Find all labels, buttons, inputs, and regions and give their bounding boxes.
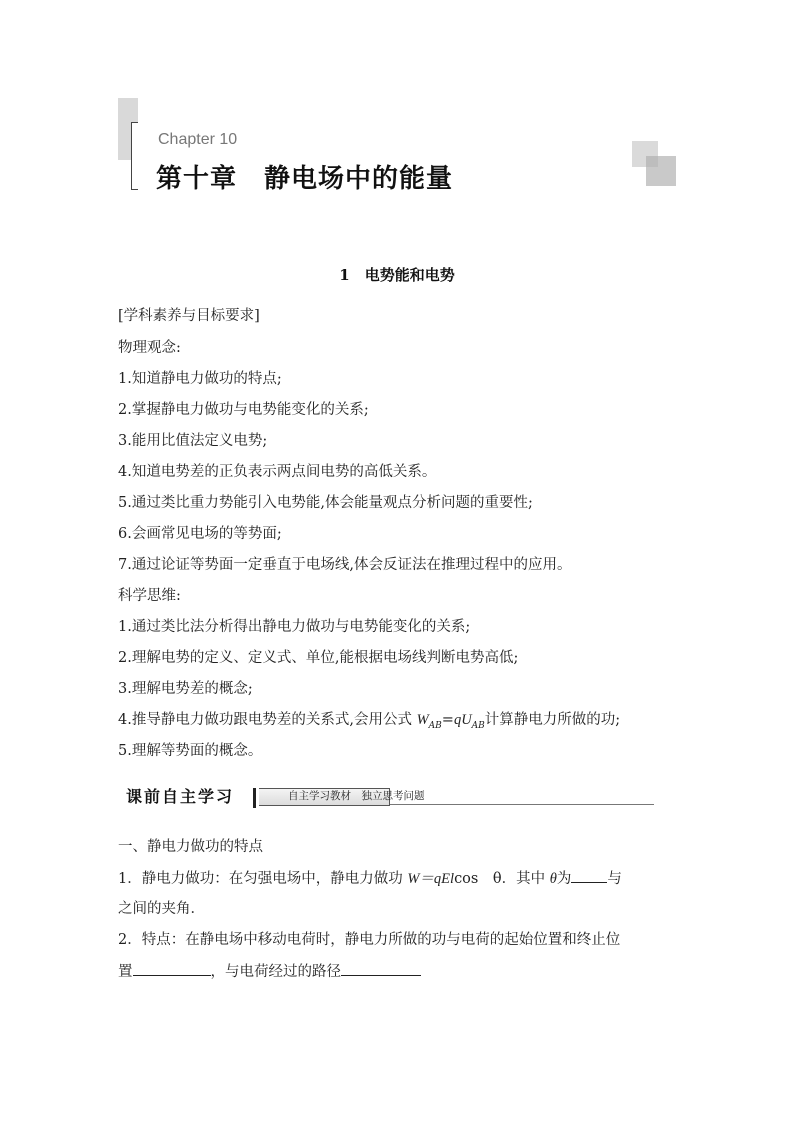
answer-blank[interactable] <box>133 961 211 976</box>
list-item: 3.能用比值法定义电势; <box>118 433 268 449</box>
paragraph-text: 为 <box>556 871 572 887</box>
formula-symbol: qU <box>453 712 472 728</box>
list-item: 1.知道静电力做功的特点; <box>118 371 282 387</box>
thinking-heading: 科学思维: <box>118 588 181 604</box>
formula-subscript: AB <box>471 720 485 731</box>
decoration-square <box>646 156 658 167</box>
formula-symbol: θ <box>549 871 557 887</box>
formula: W＝qEl <box>407 871 455 887</box>
list-item: 4.知道电势差的正负表示两点间电势的高低关系。 <box>118 464 437 480</box>
chapter-title: 第十章 静电场中的能量 <box>156 164 454 194</box>
paragraph-text: ．其中 <box>501 871 550 887</box>
paragraph-line: 2．特点：在静电场中移动电荷时，静电力所做的功与电荷的起始位置和终止位 <box>118 932 621 948</box>
banner-divider <box>253 788 256 808</box>
formula-operator: = <box>441 712 454 728</box>
paragraph-text: 与 <box>607 871 622 887</box>
paragraph-text: 1．静电力做功：在匀强电场中，静电力做功 <box>118 871 408 887</box>
banner-label: 课前自主学习 <box>118 785 240 809</box>
list-item: 2.理解电势的定义、定义式、单位,能根据电场线判断电势高低; <box>118 650 519 666</box>
list-item: 1.通过类比法分析得出静电力做功与电势能变化的关系; <box>118 619 471 635</box>
paragraph-line: 之间的夹角． <box>118 901 205 917</box>
chapter-number-english: Chapter 10 <box>158 131 238 148</box>
banner-subtitle: 自主学习教材 独立思考问题 <box>288 790 425 802</box>
list-item: 5.通过类比重力势能引入电势能,体会能量观点分析问题的重要性; <box>118 495 533 511</box>
answer-blank[interactable] <box>571 868 607 883</box>
list-item <box>118 710 620 736</box>
paragraph-line <box>118 961 421 982</box>
section-banner <box>118 785 654 809</box>
formula-subscript: AB <box>428 720 442 731</box>
paragraph-text: 置 <box>118 964 133 980</box>
paragraph-text: ，与电荷经过的路径 <box>210 964 341 980</box>
lesson-title: 1 电势能和电势 <box>339 266 455 284</box>
answer-blank[interactable] <box>341 961 421 976</box>
formula-cos: cos θ <box>454 871 502 887</box>
paragraph-line <box>118 868 622 889</box>
chapter-decoration-bracket <box>131 122 138 190</box>
objectives-heading: [学科素养与目标要求] <box>118 308 260 324</box>
list-item: 5.理解等势面的概念。 <box>118 743 263 759</box>
section-heading: 一、静电力做功的特点 <box>118 839 263 855</box>
concept-heading: 物理观念: <box>118 340 181 356</box>
list-item: 3.理解电势差的概念; <box>118 681 253 697</box>
list-item: 2.掌握静电力做功与电势能变化的关系; <box>118 402 369 418</box>
list-item: 7.通过论证等势面一定垂直于电场线,体会反证法在推理过程中的应用。 <box>118 557 572 573</box>
formula-symbol: W <box>416 712 429 728</box>
list-item: 6.会画常见电场的等势面; <box>118 526 282 542</box>
list-item-text: 4.推导静电力做功跟电势差的关系式,会用公式 <box>118 712 417 728</box>
list-item-text: 计算静电力所做的功; <box>484 712 621 728</box>
